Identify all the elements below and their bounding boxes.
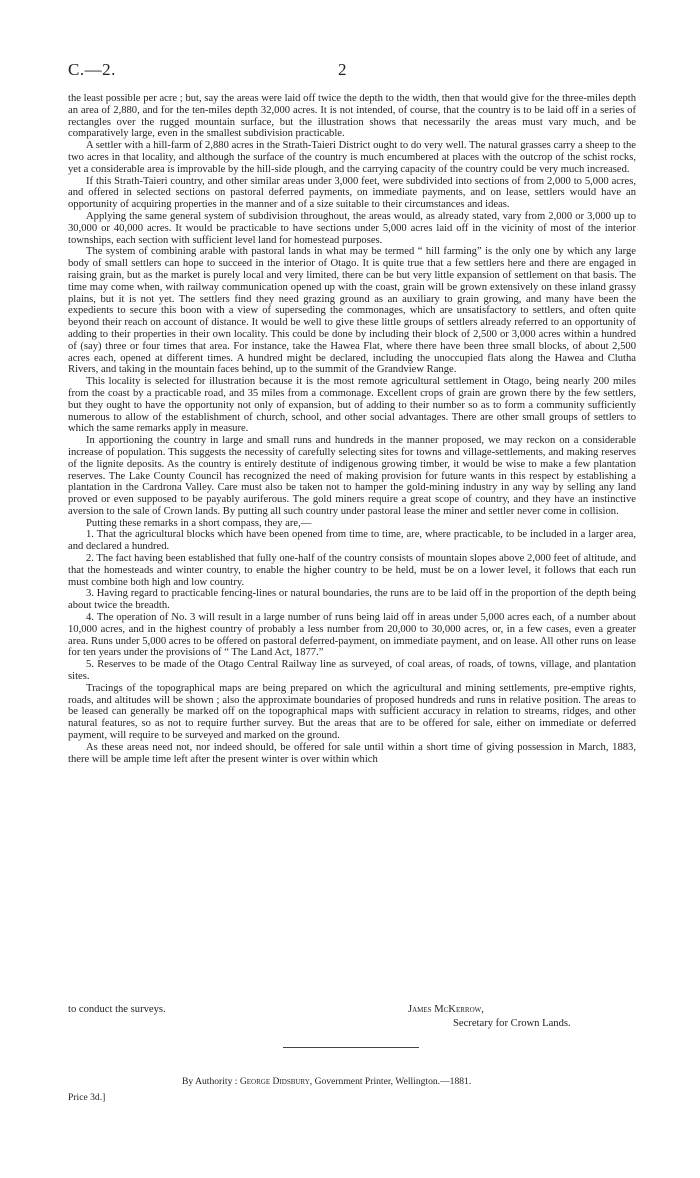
list-item-2: 2. The fact having been established that fully one-half of the country consists of mountain slopes above 2,000 feet of altitude, and that the homesteads and winter country, to enable the higher country to be held, must be on a lower level, it follows that each run must combine both high and low country. bbox=[68, 553, 636, 588]
divider-rule bbox=[283, 1047, 419, 1048]
paragraph-summary-intro: Putting these remarks in a short compass, they are,— bbox=[86, 517, 312, 529]
signatory-name: James McKerrow, bbox=[408, 1004, 484, 1015]
paragraph-final: As these areas need not, nor indeed should, be offered for sale until within a short time of giving possession in March, 1883, there will be ample time left after the present winter is over within which bbox=[68, 741, 636, 765]
list-item-5: 5. Reserves to be made of the Otago Central Railway line as surveyed, of coal areas, of roads, of towns, village, and plantation sites. bbox=[68, 659, 636, 683]
list-item-3: 3. Having regard to practicable fencing-lines or natural boundaries, the runs are to be laid off in the proportion of the depth being about twice the breadth. bbox=[68, 588, 636, 612]
closing-words: to conduct the surveys. bbox=[68, 1004, 166, 1015]
paragraph-hill-farming: The system of combining arable with pastoral lands in what may be termed “ hill farming” is the only one by which any large body of small settlers can hope to succeed in the interior of Otago. It is quite true that a few settlers here and there are engaged in raising grain, but as the market is purely local and very limited, there can be but very little expansion of settlement on that basis. The time may come when, with railway communication opened up with the coast, grain will be grown extensively on these inland grassy plains, but it is not yet. The settlers find they need grazing ground as an auxiliary to grain growing, and many have been the expedients to secure this boon with a view of superseding the commonages, which are unsatisfactory to settlers, and often quite beyond their reach on account of distance. It would be well to give these little groups of settlers already referred to an opportunity of adding to their properties in their own locality. This could be done by including their block of 2,500 or 3,000 acres within a hundred of (say) three or four times that area. For instance, take the Hawea Flat, where there have been three small blocks, of about 2,500 acres each, opened at different times. A hundred might be declared, including the unoccupied flats along the Hawea and Clutha Rivers, and taking in the mountain faces behind, up to the summit of the Grandview Range. bbox=[68, 246, 636, 376]
imprint-prefix: By Authority : bbox=[182, 1076, 238, 1087]
report-body bbox=[68, 93, 636, 765]
paragraph-apportioning: In apportioning the country in large and small runs and hundreds in the manner proposed, we may reckon on a considerable increase of population. This suggests the necessity of carefully selecting sites for towns and village-settlements, and making reserves of the lignite deposits. As the country is entirely destitute of indigenous growing timber, it would be wise to make a few plantation reserves. The Lake County Council has recognized the need of making provision for future wants in this respect by establishing a plantation in the Cardrona Valley. Care must also be taken not to hamper the gold-mining industry in any way by selling any land proved or even supposed to be payably auriferous. The gold miners require a great scope of country, and they have an instinctive aversion to the sale of Crown lands. By putting all such country under pastoral lease the miner and settler never come in collision. bbox=[68, 435, 636, 517]
list-item-4: 4. The operation of No. 3 will result in a large number of runs being laid off in areas under 5,000 acres each, of a number about 10,000 acres, and in the highest country of probably a less number from 20,000 to 30,000 acres, or, in a few cases, even a greater area. Runs under 5,000 acres to be offered on pastoral deferred-payment, on immediate payment, and on lease. All other runs on lease for ten years under the provisions of “ The Land Act, 1877.” bbox=[68, 612, 636, 659]
paragraph-general-system: Applying the same general system of subdivision throughout, the areas would, as already stated, vary from 2,000 or 3,000 up to 30,000 or 40,000 acres. It would be practicable to have sections under 5,000 acres laid off in the vicinity of most of the interior townships, each section with sufficient level land for homestead purposes. bbox=[68, 210, 636, 246]
paragraph-strath-taieri-settler: A settler with a hill-farm of 2,880 acres in the Strath-Taieri District ought to do very well. The natural grasses carry a sheep to the two acres in that locality, and although the surface of the country is much encumbered at places with the outcrop of the schist rocks, yet a considerable area is improvable by the hill-side plough, and the carrying capacity of the country could be very much increased. bbox=[68, 140, 636, 175]
signatory-title: Secretary for Crown Lands. bbox=[453, 1018, 571, 1029]
list-item-1: 1. That the agricultural blocks which have been opened from time to time, are, where practicable, to be included in a larger area, and declared a hundred. bbox=[68, 529, 636, 553]
page-number: 2 bbox=[338, 60, 347, 79]
paragraph-locality-illustration: This locality is selected for illustration because it is the most remote agricultural settlement in Otago, being nearly 200 miles from the coast by a practicable road, and 35 miles from a commonage. Excellent crops of grain are grown there by the few settlers, but they ought to have the opportunity not only of expansion, but of adding to their number so as to form a community sufficiently numerous to allow of the establishment of church, school, and other social advantages. There are other small groups of settlers to which the same remarks apply in measure. bbox=[68, 376, 636, 435]
price-note: Price 3d.] bbox=[68, 1092, 106, 1103]
paragraph-tracings: Tracings of the topographical maps are being prepared on which the agricultural and mining settlements, pre-emptive rights, roads, and altitudes will be shown ; also the approximate boundaries of proposed hundreds and runs in relative position. The areas to be leased can generally be marked off on the topographical maps with sufficient accuracy in relation to streams, ridges, and other natural features, so as not to require further survey. But the areas that are to be offered for sale, either on immediate or deferred payment, will require to be surveyed and marked on the ground. bbox=[68, 682, 636, 742]
paragraph-subdivision: If this Strath-Taieri country, and other similar areas under 3,000 feet, were subdivided into sections of from 2,000 to 5,000 acres, and offered in selected sections on pastoral deferred payments, on immediate payments, and on lease, settlers would have an opportunity of acquiring properties in the manner and of a size suitable to their circumstances and ideas. bbox=[68, 175, 636, 211]
paragraph-continuation: the least possible per acre ; but, say the areas were laid off twice the depth to the width, then that would give for the three-miles depth an area of 2,880, and for the ten-miles depth 32,000 acres. It is not intended, of course, that the country is to be laid off in a series of rectangles over the rugged mountain surface, but the illustration shows that necessarily the areas must vary much, and be comparatively large, even in the smallest subdivision practicable. bbox=[68, 93, 636, 140]
printer-imprint bbox=[182, 1076, 471, 1087]
page-header bbox=[68, 60, 636, 82]
document-code: C.—2. bbox=[68, 60, 116, 79]
imprint-printer: George Didsbury, bbox=[239, 1076, 313, 1087]
imprint-suffix: Government Printer, Wellington.—1881. bbox=[314, 1076, 472, 1087]
